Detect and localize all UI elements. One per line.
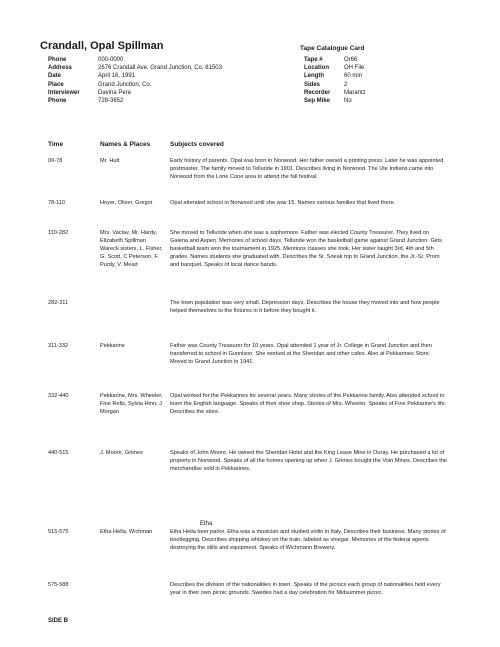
tape-row: [304, 89, 366, 97]
entry-subjects: Father was County Treasurer for 10 years. Opal attended 1 year of Jr. College in Grand Junction and then transferred to school in Gunnison. She worked at the Sheridan and other cafes. Also at Pekkarines Store. Moved to Grand Junction in 1941.: [170, 343, 432, 365]
meta-value: 728-3652: [98, 97, 124, 104]
meta-row: [48, 81, 222, 89]
meta-value: Davina Pere: [98, 89, 132, 96]
tape-label: Sides: [304, 81, 321, 88]
entry-names: Mrs. Vaclav, Mr. Hardy, Elizabeth Spillman Wareck sisters, L. Fisher, G. Scott, C Peterson, F. Purdy, V. Mead: [100, 230, 163, 268]
entry-time: 282-311: [48, 300, 69, 306]
tape-row: [304, 72, 366, 80]
entry-subjects: Describes the division of the nationalities in town. Speaks of the picnics each group of nationalities held every year in their own picnic grounds. Swedes had a day celebration for Midsummer picnic.: [170, 582, 441, 596]
meta-row: [48, 97, 222, 105]
tape-value: Or66: [344, 57, 358, 63]
meta-row: [48, 64, 222, 72]
meta-value: 2676 Crandall Ave. Grand Junction, Co. 81503: [98, 65, 222, 72]
meta-label: Phone: [48, 97, 67, 104]
column-header-names: Names & Places: [100, 141, 151, 148]
entry-time: 311-332: [48, 343, 69, 349]
entry-names: Pekkarine, Mrs. Wheeler, Fine Rells, Sylvia Hinn, J Morgan: [100, 393, 163, 415]
document-title: Crandall, Opal Spillman: [40, 40, 164, 52]
tape-value: No: [344, 97, 352, 104]
meta-label: Address: [48, 65, 73, 72]
meta-row: [48, 89, 222, 97]
tape-row: [304, 56, 366, 64]
meta-value: Grand Junction, Co.: [98, 81, 152, 88]
side-label: SIDE B: [48, 618, 69, 624]
meta-row: [48, 56, 222, 64]
entry-time: 332-440: [48, 393, 69, 399]
entry-subjects: The town population was very small. Depression days. Describes the house they moved into and how people helped themselves to the fixtures in it before they bought it.: [170, 300, 440, 314]
tape-label: Recorder: [304, 89, 331, 96]
tape-row: [304, 64, 366, 72]
entry-names: J. Moore, Grimes: [100, 450, 143, 456]
tape-value: OH File: [344, 65, 365, 72]
tape-value: 60 min: [344, 73, 363, 80]
handwritten-mark: Etha: [200, 521, 213, 527]
entry-time: 575-588: [48, 582, 69, 588]
entry-time: 515-575: [48, 529, 69, 535]
entry-subjects: Speaks of John Moore. He owned the Sheridan Hotel and the King Lease Mine in Ouray. He purchased a lot of property in Norwood. Speaks of all the homes opening up when J. Grimes bought the Voin Mines. Describes the merchandise sold in Pekkarines.: [170, 450, 448, 472]
meta-value: April 16, 1991: [98, 73, 136, 80]
entry-subjects: Opal attended school in Norwood until she was 15. Names various families that lived there.: [170, 200, 396, 206]
tape-label: Length: [304, 73, 324, 80]
entry-subjects: She moved to Telluride when she was a sophomore. Father was elected County Treasurer. They lived on Galena and Aspen. Memories of school days. Telluride won the basketball game against Grand Junction. Girls basketball team won the tournament in 1925. Mentions classes she took. Her sister taught 3rd, 4th and 5th grades. Names students she graduated with. Describes the Sr. Sneak trip to Grand Junction, the Jr.-Sr. Prom and banquet. Speaks of local dance bands.: [170, 230, 442, 268]
entry-names: Hoyer, Oliver, Gregor: [100, 200, 153, 206]
entry-subjects: Etha Hella beer parlor. Etha was a musician and studied violin in Italy. Describes their business. Many stories of bootlegging. Describes shipping whiskey on the train, labeled as vinegar. Memories of the federal agents destroying the stills and equipment. Speaks of Wichmann Brewery.: [170, 529, 446, 551]
meta-label: Interviewer: [48, 89, 80, 96]
entry-names: Mr. Hutt: [100, 158, 120, 164]
column-header-subjects: Subjects covered: [170, 141, 224, 148]
tape-row: [304, 81, 366, 89]
tape-label: Location: [304, 65, 329, 72]
entry-time: 78-110: [48, 200, 66, 206]
tape-row: [304, 97, 366, 105]
interview-meta: [48, 56, 222, 105]
entry-time: 00-78: [48, 158, 63, 164]
entry-time: 110-282: [48, 230, 69, 236]
entry-names: Etha Hella, Wichman: [100, 529, 153, 535]
meta-label: Phone: [48, 57, 67, 63]
tape-label: Sep Mike: [304, 97, 331, 104]
column-header-time: Time: [48, 141, 64, 148]
meta-row: [48, 72, 222, 80]
entry-subjects: Opal worked for the Pekkarines for several years. Many stories of the Pekkarine family. Also attended school to learn the English language. Speaks of their shoe shop. Stories of Mrs. Wheeler. Speaks of Fine Pekkarine's life. Describes the store.: [170, 393, 447, 415]
tape-info: [304, 56, 366, 105]
entry-subjects: Early history of parents. Opal was born in Norwood. Her father owned a printing press. Later he was appointed postmaster. The family moved to Telluride in 1901. Describes living in Norwood. The Ute Indians came into Norwood from the Lone Cone area to attend the fall festival.: [170, 158, 444, 180]
entry-time: 440-515: [48, 450, 69, 456]
card-title: Tape Catalogue Card: [300, 45, 365, 52]
meta-label: Place: [48, 81, 64, 88]
entry-names: Pekkarine: [100, 343, 125, 349]
meta-value: 000-0000: [98, 57, 124, 63]
tape-value: 2: [344, 81, 348, 88]
tape-value: Marantz: [344, 89, 366, 96]
meta-label: Date: [48, 73, 62, 80]
tape-label: Tape #: [304, 57, 323, 63]
